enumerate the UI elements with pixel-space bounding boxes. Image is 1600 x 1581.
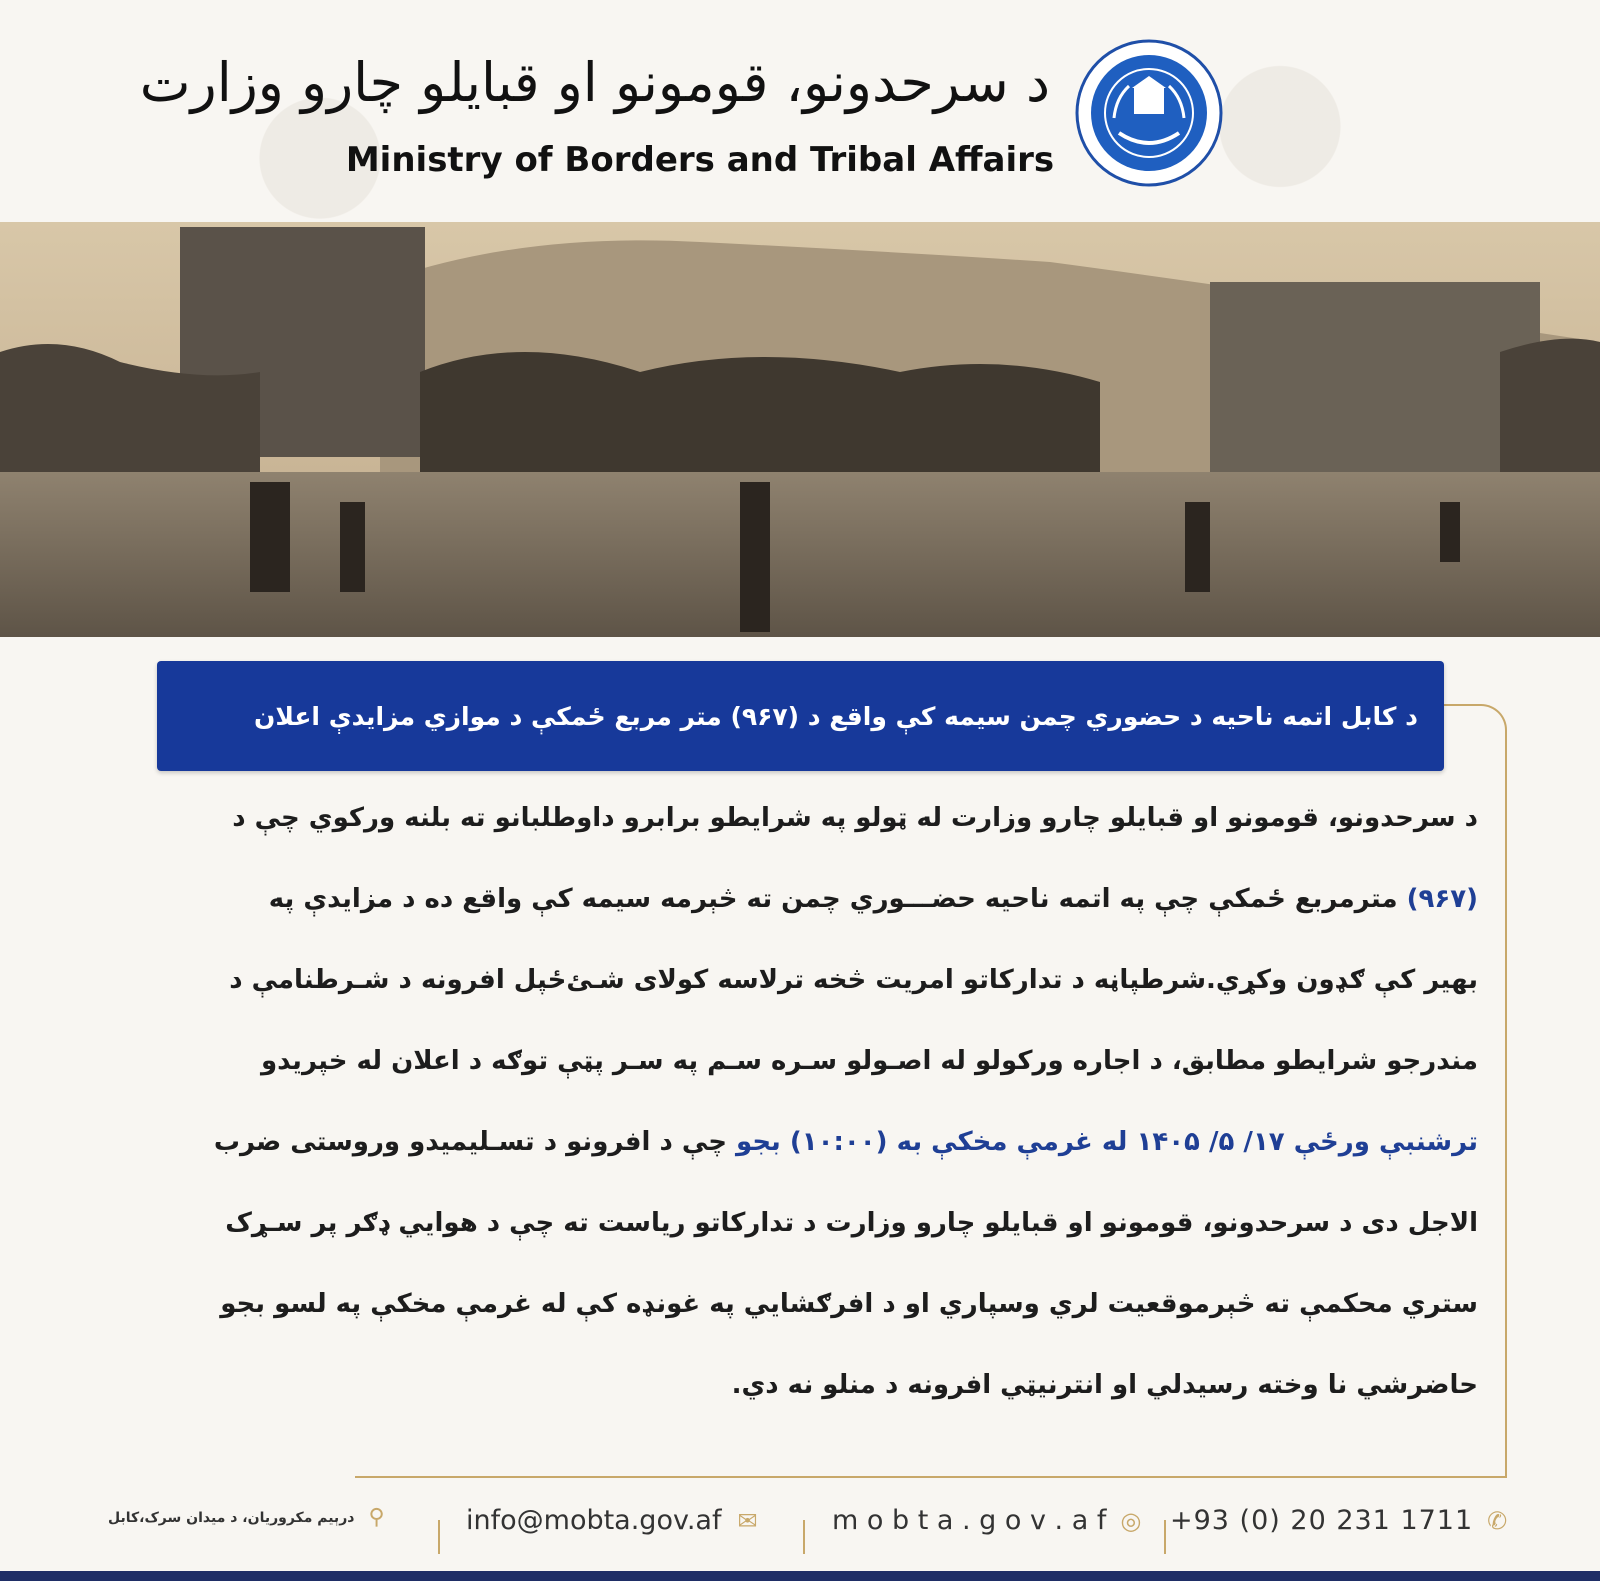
highlighted-text: ترشنبې ورځې ۱۷/ ۵/ ۱۴۰۵ له غرمې مخکې به (۱۰:۰۰) بجو (736, 1127, 1478, 1157)
body-text-segment: ستري محکمې ته څېرموقعیت لري وسپاري او د افرګشایي په غونډه کې له غرمې مخکې په لسو بجو (220, 1289, 1478, 1319)
body-text-segment: الاجل دی د سرحدونو، قومونو او قبایلو چارو وزارت د تدارکاتو ریاست ته چې د هوایي ډګر پر سـړک (225, 1208, 1478, 1238)
body-line (100, 1345, 1478, 1426)
body-line (100, 778, 1478, 859)
footer-address (108, 1505, 385, 1530)
footer-divider (438, 1520, 440, 1554)
mail-icon: ✉ (737, 1506, 758, 1535)
body-text-segment: چې د افرونو د تسـلیمیدو وروستی ضرب (213, 1127, 737, 1157)
globe-icon: ◎ (1120, 1506, 1142, 1535)
announcement-body (100, 778, 1478, 1426)
location-icon: ⚲ (368, 1505, 385, 1530)
body-line (100, 1021, 1478, 1102)
body-text-segment: بهیر کې ګډون وکړي.شرطپاڼه د تدارکاتو امریت څخه ترلاسه کولای شـئ‌ځپل افرونه د شـرطنامې د (229, 965, 1478, 995)
body-text-segment: حاضرشي نا وخته رسیدلي او انترنیټي افرونه د منلو نه دي. (731, 1370, 1478, 1400)
header (0, 0, 1600, 222)
address-text: درېیم مکروریان، د میدان سرک،کابل (108, 1509, 355, 1526)
ministry-name: Ministry of Borders and Tribal Affairs (345, 140, 1055, 180)
ministry-seal-icon (1074, 38, 1224, 188)
body-line (100, 940, 1478, 1021)
footer-phone (1170, 1505, 1507, 1536)
body-text-segment: مندرجو شرایطو مطابق، د اجاره ورکولو له اصـولو سـره سـم په سـر پټې توګه د اعلان له خپریدو (261, 1046, 1478, 1076)
footer-divider (803, 1520, 805, 1554)
footer-email (466, 1505, 758, 1536)
email-address: info@mobta.gov.af (466, 1505, 722, 1536)
body-line (100, 1102, 1478, 1183)
body-text-segment: مترمربع ځمکې چې په اتمه ناحیه حضـــوري چمن ته څېرمه سیمه کې واقع ده د مزایدې په (268, 884, 1407, 914)
footer-website (832, 1505, 1141, 1536)
footer-divider (1164, 1520, 1166, 1554)
phone-icon: ✆ (1487, 1506, 1508, 1535)
phone-number: +93 (0) 20 231 1711 (1170, 1505, 1474, 1536)
website-url: m o b t a . g o v . a f (832, 1505, 1107, 1536)
body-line (100, 859, 1478, 940)
body-text-segment: د سرحدونو، قومونو او قبایلو چارو وزارت له ټولو په شرایطو برابرو داوطلبانو ته بلنه ورکوي چې د (232, 803, 1478, 833)
announcement-title-banner (157, 661, 1444, 771)
kabul-cityscape-photo (0, 222, 1600, 637)
highlighted-text: (۹۶۷) (1406, 884, 1478, 914)
ministry-calligraphy-logo: د سرحدونو، قومونو او قبایلو چارو وزارت (139, 51, 1050, 114)
announcement-title: د کابل اتمه ناحیه د حضوري چمن سیمه کې واقع د (۹۶۷) متر مربع ځمکې د موازي مزایدې اعلان (254, 701, 1418, 731)
bottom-accent-bar (0, 1571, 1600, 1581)
body-line (100, 1183, 1478, 1264)
body-line (100, 1264, 1478, 1345)
